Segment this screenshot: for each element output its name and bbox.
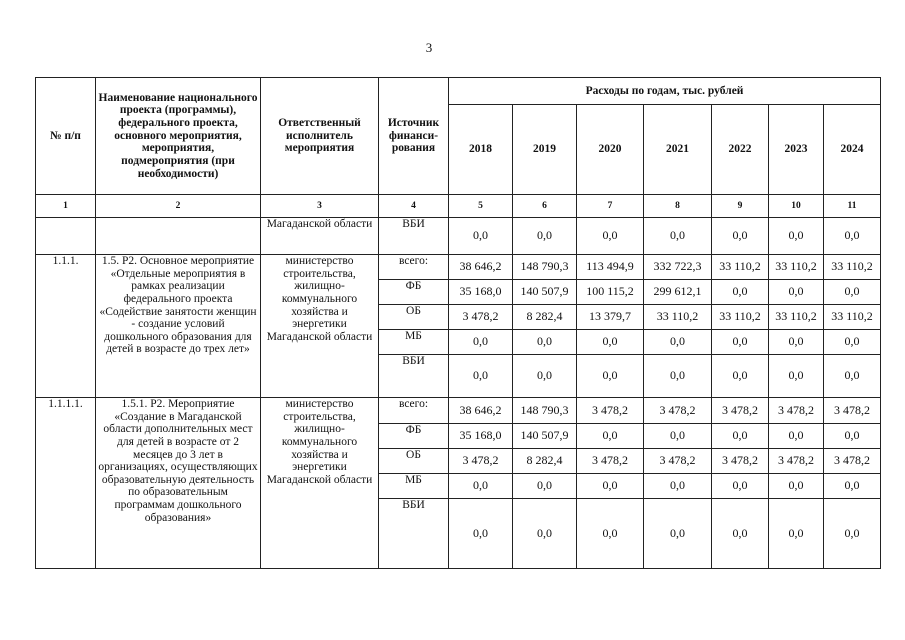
row-value: 33 110,2 xyxy=(769,305,824,330)
row-value: 0,0 xyxy=(712,280,769,305)
row-value: 0,0 xyxy=(513,218,577,255)
row-name xyxy=(96,218,261,255)
row-value: 0,0 xyxy=(644,474,712,499)
row-value: 3 478,2 xyxy=(712,449,769,474)
column-number: 10 xyxy=(769,195,824,218)
header-col-no: № п/п xyxy=(36,78,96,195)
row-value: 3 478,2 xyxy=(449,305,513,330)
row-value: 0,0 xyxy=(577,355,644,398)
row-value: 0,0 xyxy=(644,424,712,449)
row-value: 35 168,0 xyxy=(449,280,513,305)
row-index xyxy=(36,218,96,255)
row-value: 3 478,2 xyxy=(577,449,644,474)
table-row xyxy=(36,398,881,424)
row-value: 33 110,2 xyxy=(712,305,769,330)
row-value: 0,0 xyxy=(577,474,644,499)
row-value: 100 115,2 xyxy=(577,280,644,305)
row-value: 3 478,2 xyxy=(769,449,824,474)
row-source: всего: xyxy=(379,398,449,424)
row-source: ФБ xyxy=(379,280,449,305)
row-value: 3 478,2 xyxy=(644,398,712,424)
row-value: 0,0 xyxy=(824,330,881,355)
row-value: 332 722,3 xyxy=(644,255,712,280)
row-value: 0,0 xyxy=(712,424,769,449)
row-source: ВБИ xyxy=(379,218,449,255)
row-value: 8 282,4 xyxy=(513,449,577,474)
column-number: 3 xyxy=(261,195,379,218)
row-value: 13 379,7 xyxy=(577,305,644,330)
page-number: 3 xyxy=(425,40,433,55)
table-row xyxy=(36,218,881,255)
header-year-2020: 2020 xyxy=(577,105,644,195)
row-value: 0,0 xyxy=(712,474,769,499)
row-name: 1.5.1. Р2. Мероприятие «Создание в Магаданской области дополнительных мест для детей в возрасте от 2 месяцев до 3 лет в организациях, осуществляющих образовательную деятельность по образовательным программам дошкольного образования» xyxy=(96,398,261,569)
row-value: 0,0 xyxy=(824,499,881,569)
row-value: 0,0 xyxy=(513,330,577,355)
column-number: 1 xyxy=(36,195,96,218)
row-value: 0,0 xyxy=(824,280,881,305)
row-value: 0,0 xyxy=(769,218,824,255)
column-number: 6 xyxy=(513,195,577,218)
row-value: 0,0 xyxy=(712,218,769,255)
row-value: 33 110,2 xyxy=(824,305,881,330)
row-value: 0,0 xyxy=(769,499,824,569)
header-year-2019: 2019 xyxy=(513,105,577,195)
expenses-table xyxy=(35,77,881,569)
column-number: 7 xyxy=(577,195,644,218)
row-value: 0,0 xyxy=(712,499,769,569)
column-number: 2 xyxy=(96,195,261,218)
header-col-executor: Ответственный исполнитель мероприятия xyxy=(261,78,379,195)
row-value: 0,0 xyxy=(513,355,577,398)
row-value: 0,0 xyxy=(824,355,881,398)
row-source: ВБИ xyxy=(379,499,449,569)
row-value: 33 110,2 xyxy=(824,255,881,280)
row-value: 0,0 xyxy=(449,355,513,398)
row-value: 0,0 xyxy=(644,499,712,569)
row-value: 3 478,2 xyxy=(449,449,513,474)
row-value: 3 478,2 xyxy=(644,449,712,474)
row-executor: министерство строительства, жилищно-коммунального хозяйства и энергетики Магаданской области xyxy=(261,398,379,569)
header-year-2022: 2022 xyxy=(712,105,769,195)
row-value: 3 478,2 xyxy=(824,449,881,474)
row-index: 1.1.1. xyxy=(36,255,96,398)
row-source: ВБИ xyxy=(379,355,449,398)
row-executor: министерство строительства, жилищно-коммунального хозяйства и энергетики Магаданской области xyxy=(261,255,379,398)
row-value: 33 110,2 xyxy=(712,255,769,280)
row-value: 0,0 xyxy=(769,474,824,499)
row-value: 148 790,3 xyxy=(513,255,577,280)
row-value: 148 790,3 xyxy=(513,398,577,424)
row-source: ОБ xyxy=(379,305,449,330)
row-value: 0,0 xyxy=(644,355,712,398)
row-value: 0,0 xyxy=(577,330,644,355)
row-value: 113 494,9 xyxy=(577,255,644,280)
row-source: ОБ xyxy=(379,449,449,474)
row-source: ФБ xyxy=(379,424,449,449)
row-value: 3 478,2 xyxy=(712,398,769,424)
row-value: 0,0 xyxy=(769,424,824,449)
row-value: 0,0 xyxy=(577,218,644,255)
header-col-expenses: Расходы по годам, тыс. рублей xyxy=(449,78,881,105)
row-value: 0,0 xyxy=(577,499,644,569)
row-value: 38 646,2 xyxy=(449,398,513,424)
row-value: 0,0 xyxy=(644,218,712,255)
table-row xyxy=(36,255,881,280)
row-value: 3 478,2 xyxy=(577,398,644,424)
row-name: 1.5. Р2. Основное мероприятие «Отдельные мероприятия в рамках реализации федерального проекта «Содействие занятости женщин - создание условий дошкольного образования для детей в возрасте до трех лет» xyxy=(96,255,261,398)
row-value: 3 478,2 xyxy=(824,398,881,424)
row-value: 0,0 xyxy=(712,330,769,355)
row-value: 0,0 xyxy=(769,330,824,355)
row-value: 0,0 xyxy=(644,330,712,355)
header-col-name: Наименование национального проекта (программы), федерального проекта, основного мероприятия, мероприятия, подмероприятия (при необходимости) xyxy=(96,78,261,195)
row-value: 33 110,2 xyxy=(644,305,712,330)
row-value: 0,0 xyxy=(449,474,513,499)
header-col-source: Источник финанси-рования xyxy=(379,78,449,195)
row-value: 38 646,2 xyxy=(449,255,513,280)
row-value: 0,0 xyxy=(824,424,881,449)
header-year-2024: 2024 xyxy=(824,105,881,195)
header-year-2023: 2023 xyxy=(769,105,824,195)
row-value: 0,0 xyxy=(449,218,513,255)
row-value: 0,0 xyxy=(449,330,513,355)
row-source: всего: xyxy=(379,255,449,280)
row-value: 0,0 xyxy=(824,218,881,255)
column-number: 5 xyxy=(449,195,513,218)
row-value: 0,0 xyxy=(769,355,824,398)
column-number: 9 xyxy=(712,195,769,218)
row-value: 299 612,1 xyxy=(644,280,712,305)
row-index: 1.1.1.1. xyxy=(36,398,96,569)
row-value: 35 168,0 xyxy=(449,424,513,449)
row-value: 33 110,2 xyxy=(769,255,824,280)
row-value: 3 478,2 xyxy=(769,398,824,424)
row-value: 0,0 xyxy=(769,280,824,305)
row-value: 0,0 xyxy=(449,499,513,569)
column-number: 4 xyxy=(379,195,449,218)
row-value: 8 282,4 xyxy=(513,305,577,330)
row-executor: Магаданской области xyxy=(261,218,379,255)
row-value: 0,0 xyxy=(712,355,769,398)
row-value: 0,0 xyxy=(577,424,644,449)
header-year-2021: 2021 xyxy=(644,105,712,195)
row-value: 0,0 xyxy=(824,474,881,499)
column-number: 8 xyxy=(644,195,712,218)
row-value: 140 507,9 xyxy=(513,424,577,449)
row-value: 0,0 xyxy=(513,499,577,569)
row-value: 140 507,9 xyxy=(513,280,577,305)
header-year-2018: 2018 xyxy=(449,105,513,195)
column-number: 11 xyxy=(824,195,881,218)
row-source: МБ xyxy=(379,474,449,499)
row-value: 0,0 xyxy=(513,474,577,499)
row-source: МБ xyxy=(379,330,449,355)
